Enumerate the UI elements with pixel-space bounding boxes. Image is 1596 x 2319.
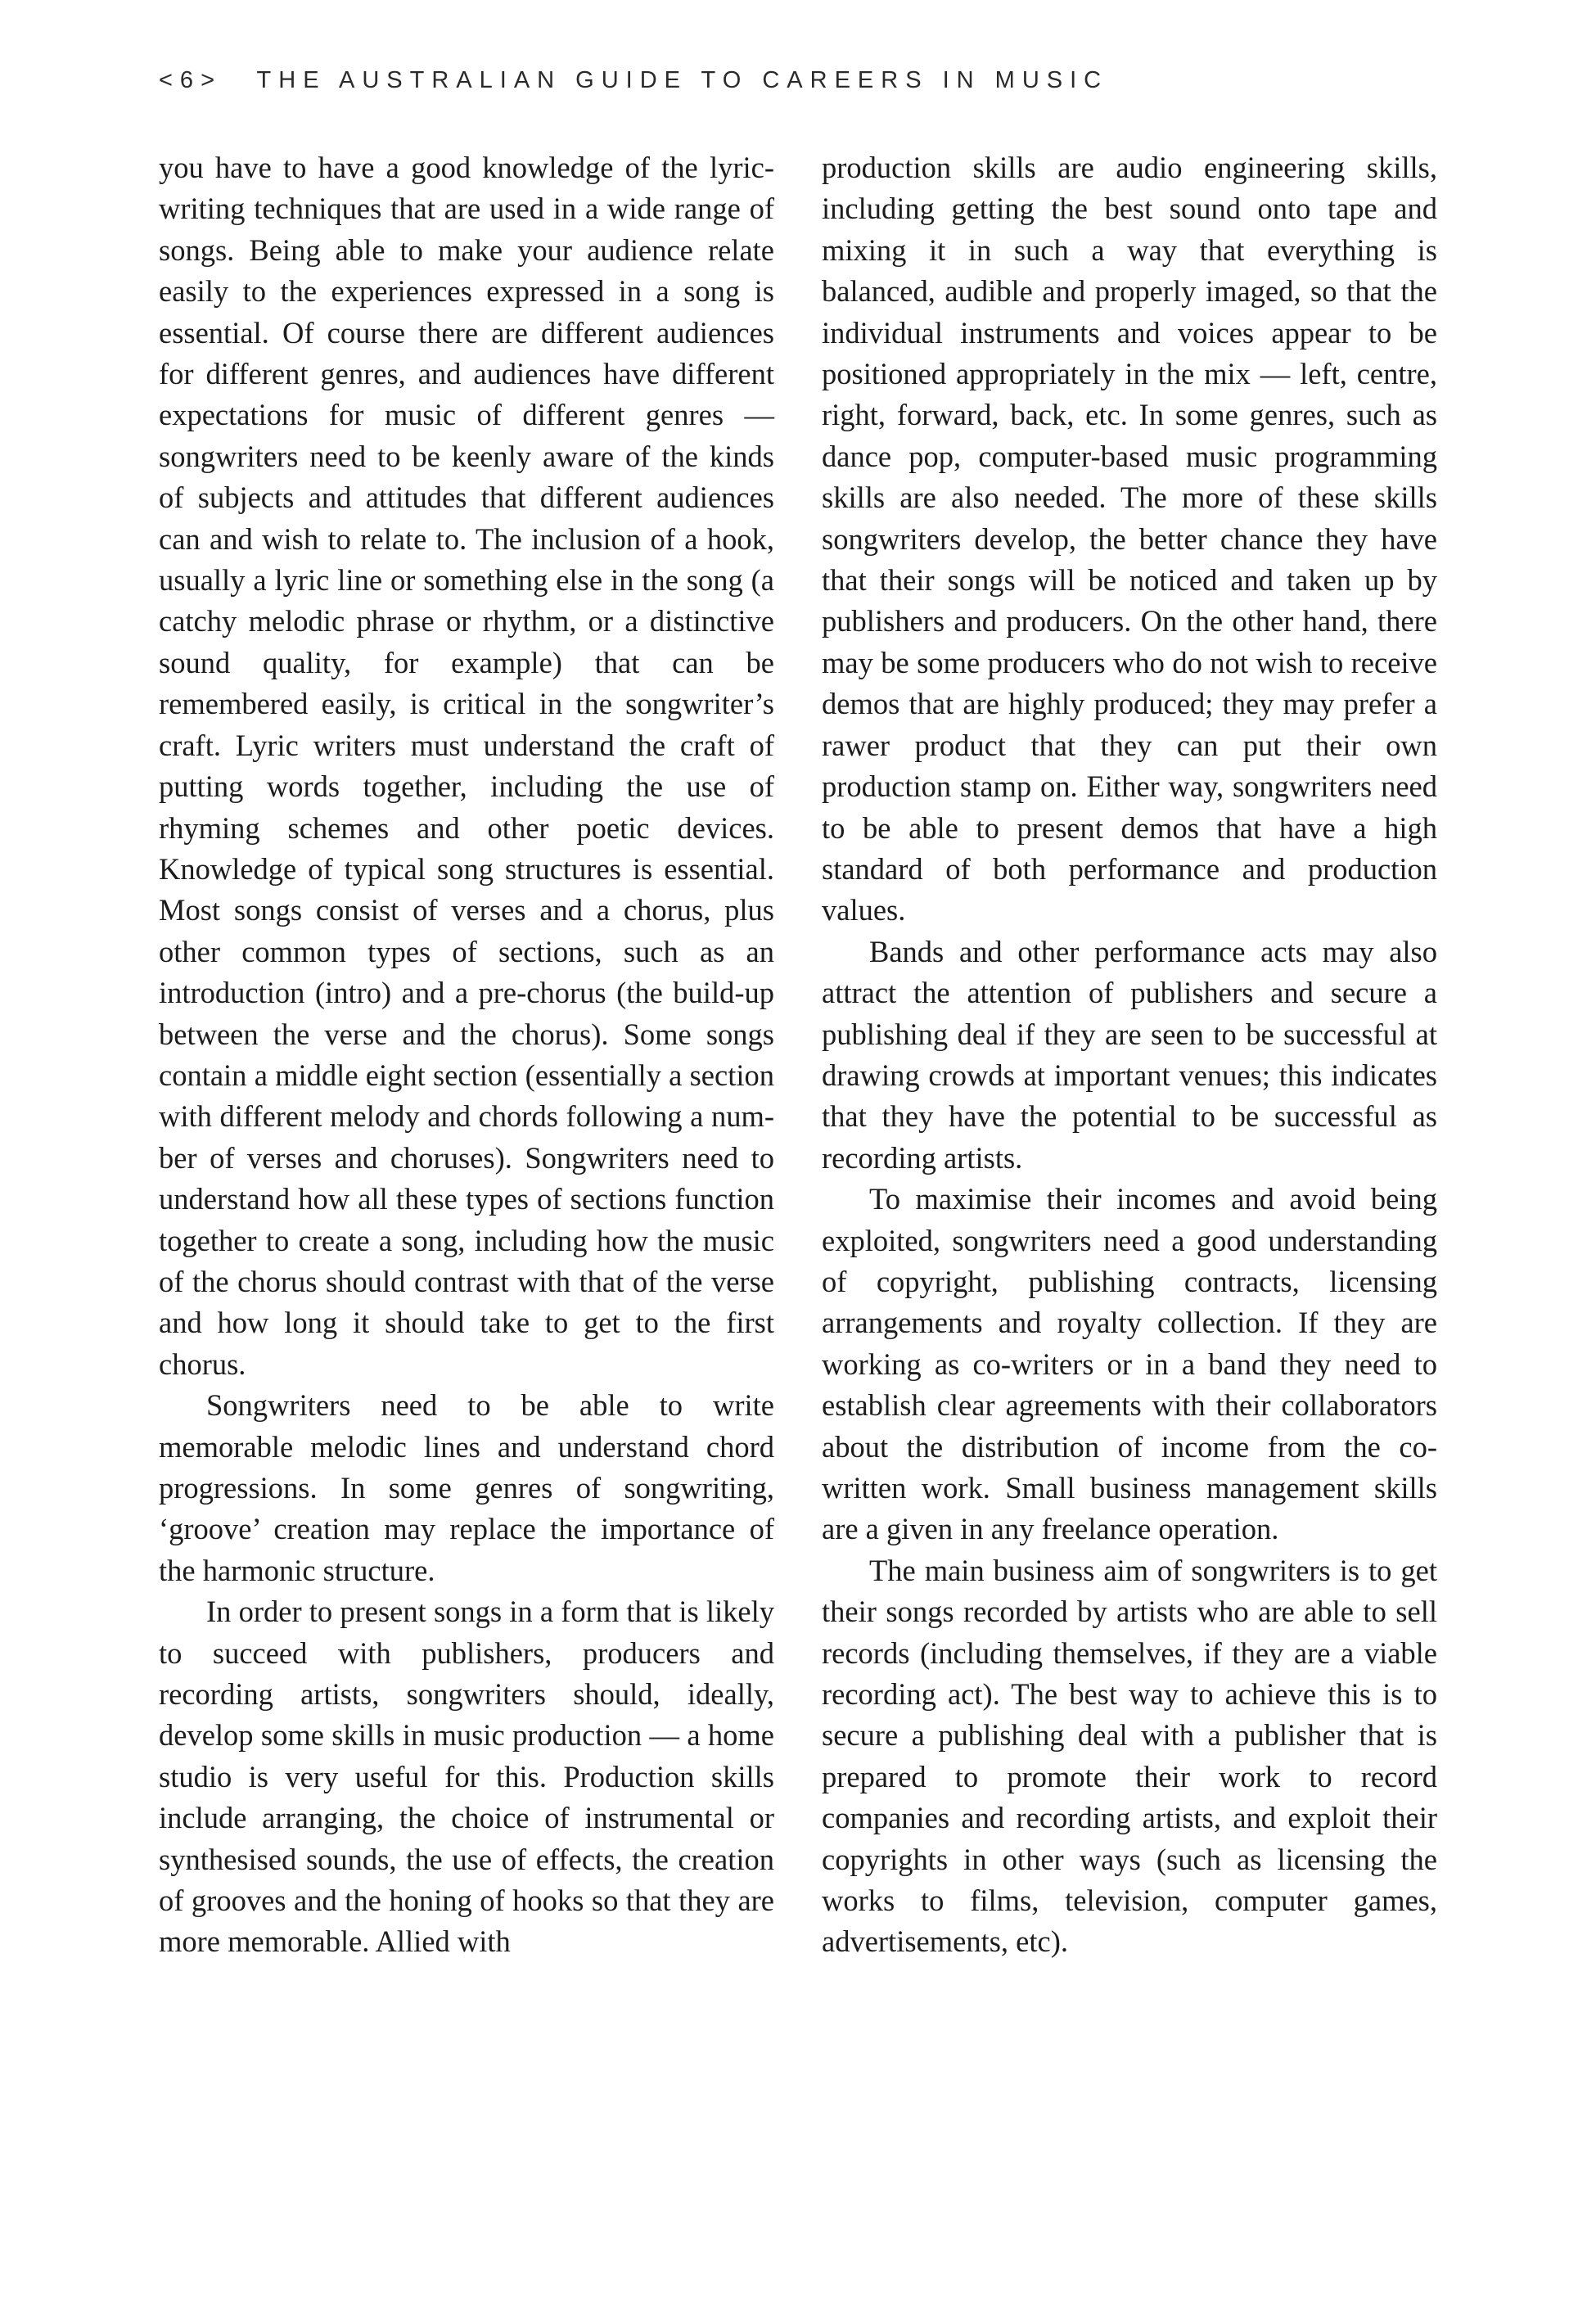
page-number: <6> [159,67,222,93]
paragraph: In order to present songs in a form that is likely to succeed with publishers, producers and recording artists, songwriters should, ideally, develop some skills in music production — a home studio is very useful for this. Production skills include arranging, the choice of instrumental or synthesised sounds, the use of effects, the creation of grooves and the honing of hooks so that they are more memorable. Allied with [159,1595,774,1959]
running-header [159,67,1436,94]
left-column [159,147,774,1963]
paragraph: Songwriters need to be able to write memorable melodic lines and understand chord progressions. In some genres of songwriting, ‘groove’ creation may replace the importance of the harmonic structure. [159,1388,774,1587]
paragraph: To maximise their incomes and avoid being exploited, songwriters need a good understanding of copyright, publishing contracts, licensing arrangements and royalty collection. If they are working as co-writers or in a band they need to establish clear agreements with their collaborators about the distribution of income from the co-written work. Small business management skills are a given in any freelance operation. [822,1182,1437,1546]
running-title: THE AUSTRALIAN GUIDE TO CAREERS IN MUSIC [256,67,1109,93]
paragraph: Bands and other performance acts may also attract the attention of publishers and secure a publishing deal if they are seen to be successful at drawing crowds at important venues; this indicates that they have the potential to be successful as recording artists. [822,934,1437,1175]
paragraph: The main business aim of songwriters is to get their songs recorded by artists who are able to sell records (including themselves, if they are a viable recording act). The best way to achieve this is to secure a publishing deal with a publisher that is prepared to promote their work to record companies and recording artists, and exploit their copyrights in other ways (such as licensing the works to films, television, computer games, advertisements, etc). [822,1553,1437,1959]
paragraph: you have to have a good knowledge of the lyric-writing techniques that are used in a wide range of songs. Being able to make your audience relate easily to the experiences expressed in a song is essential. Of course there are different audiences for different genres, and audiences have different expectations for music of different genres — songwriters need to be keenly aware of the kinds of subjects and attitudes that different audiences can and wish to relate to. The inclusion of a hook, usually a lyric line or something else in the song (a catchy melodic phrase or rhythm, or a distinctive sound quality, for example) that can be remembered easily, is critical in the songwriter’s craft. Lyric writers must understand the craft of putting words together, including the use of rhyming schemes and other poetic devices. Knowledge of typical song structures is essential. Most songs consist of verses and a chorus, plus other common types of sections, such as an introduction (intro) and a pre-chorus (the build-up between the verse and the chorus). Some songs contain a middle eight section (essentially a section with different melody and chords following a number of verses and choruses). Songwriters need to understand how all these types of sections function together to create a song, including how the music of the chorus should contrast with that of the verse and how long it should take to get to the first chorus. [159,151,774,1381]
right-column [822,147,1437,1963]
paragraph: production skills are audio engineering skills, including getting the best sound onto tape and mixing it in such a way that everything is balanced, audible and properly imaged, so that the individual instruments and voices appear to be positioned appropriately in the mix — left, centre, right, forward, back, etc. In some genres, such as dance pop, computer-based music programming skills are also needed. The more of these skills songwriters develop, the better chance they have that their songs will be noticed and taken up by publishers and producers. On the other hand, there may be some producers who do not wish to receive demos that are highly produced; they may prefer a rawer product that they can put their own production stamp on. Either way, songwriters need to be able to present demos that have a high standard of both performance and production values. [822,151,1437,927]
